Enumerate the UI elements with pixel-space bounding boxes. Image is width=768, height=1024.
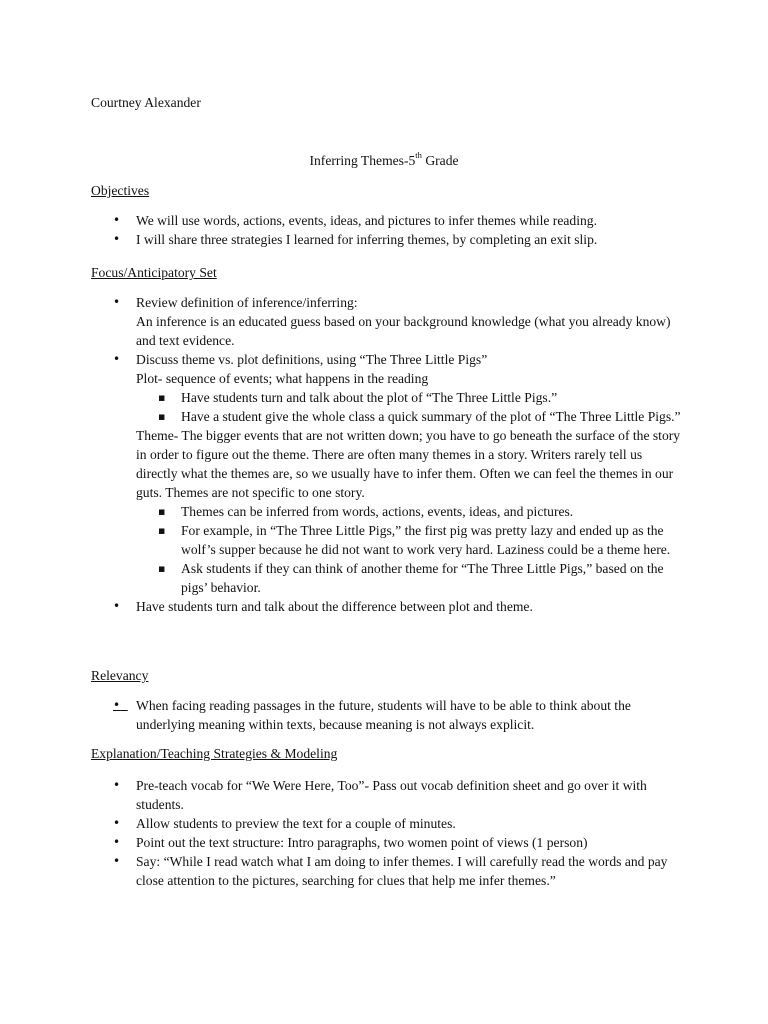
list-item: • I will share three strategies I learned for inferring themes, by completing an exit slip. — [0, 230, 681, 249]
list-item: • Say: “While I read watch what I am doing to infer themes. I will carefully read the words and pay close attention to the pictures, searching for clues that help me infer themes.” — [0, 852, 681, 890]
bullet-icon: • — [113, 698, 121, 712]
sub-list-item: ▪ Ask students if they can think of another theme for “The Three Little Pigs,” based on the pigs’ behavior. — [136, 559, 681, 597]
sub-list-item: ▪ Themes can be inferred from words, actions, events, ideas, and pictures. — [136, 502, 681, 521]
page-title — [0, 151, 768, 170]
list-item: • Point out the text structure: Intro paragraphs, two women point of views (1 person) — [0, 833, 681, 852]
relevancy-text: When facing reading passages in the future, students will have to be able to think about the underlying meaning within texts, because meaning is not always explicit. — [136, 698, 631, 732]
title-rest: Grade — [421, 153, 459, 168]
focus-list — [0, 293, 768, 616]
plot-sublist — [136, 388, 681, 426]
inference-definition: An inference is an educated guess based on your background knowledge (what you already know) and text evidence. — [136, 314, 671, 348]
list-item — [0, 350, 681, 597]
author-name: Courtney Alexander — [91, 95, 201, 110]
list-item: • Have students turn and talk about the difference between plot and theme. — [0, 597, 681, 616]
list-item: • Pre-teach vocab for “We Were Here, Too”- Pass out vocab definition sheet and go over it with students. — [0, 776, 681, 814]
focus-item-text: • Review definition of inference/inferring: — [136, 295, 358, 310]
list-item: • Allow students to preview the text for a couple of minutes. — [0, 814, 681, 833]
explanation-list — [0, 776, 768, 890]
theme-sublist — [136, 502, 681, 597]
theme-definition: Theme- The bigger events that are not written down; you have to go beneath the surface of the story in order to figure out the theme. There are often many themes in a story. Writers rarely tell us directly what the themes are, so we usually have to infer them. Often we can feel the themes in our guts. Themes are not specific to one story. — [136, 428, 681, 500]
title-superscript: th — [415, 150, 422, 161]
sub-list-item: ▪ For example, in “The Three Little Pigs,” the first pig was pretty lazy and ended up as the wolf’s supper because he did not want to work very hard. Laziness could be a theme here. — [136, 521, 681, 559]
list-item — [0, 293, 681, 350]
plot-definition: Plot- sequence of events; what happens in the reading — [136, 371, 429, 386]
sub-list-item: ▪ Have a student give the whole class a quick summary of the plot of “The Three Little Pigs.” — [136, 407, 681, 426]
title-main: Inferring Themes-5 — [309, 153, 416, 168]
objectives-list — [0, 211, 768, 249]
focus-item-text: • Discuss theme vs. plot definitions, using “The Three Little Pigs” — [136, 352, 488, 367]
relevancy-heading: Relevancy — [91, 668, 149, 683]
list-item: • We will use words, actions, events, ideas, and pictures to infer themes while reading. — [0, 211, 681, 230]
objectives-heading: Objectives — [91, 183, 150, 198]
sub-list-item: ▪ Have students turn and talk about the plot of “The Three Little Pigs.” — [136, 388, 681, 407]
explanation-heading: Explanation/Teaching Strategies & Modeling — [91, 746, 338, 761]
focus-heading: Focus/Anticipatory Set — [91, 265, 217, 280]
